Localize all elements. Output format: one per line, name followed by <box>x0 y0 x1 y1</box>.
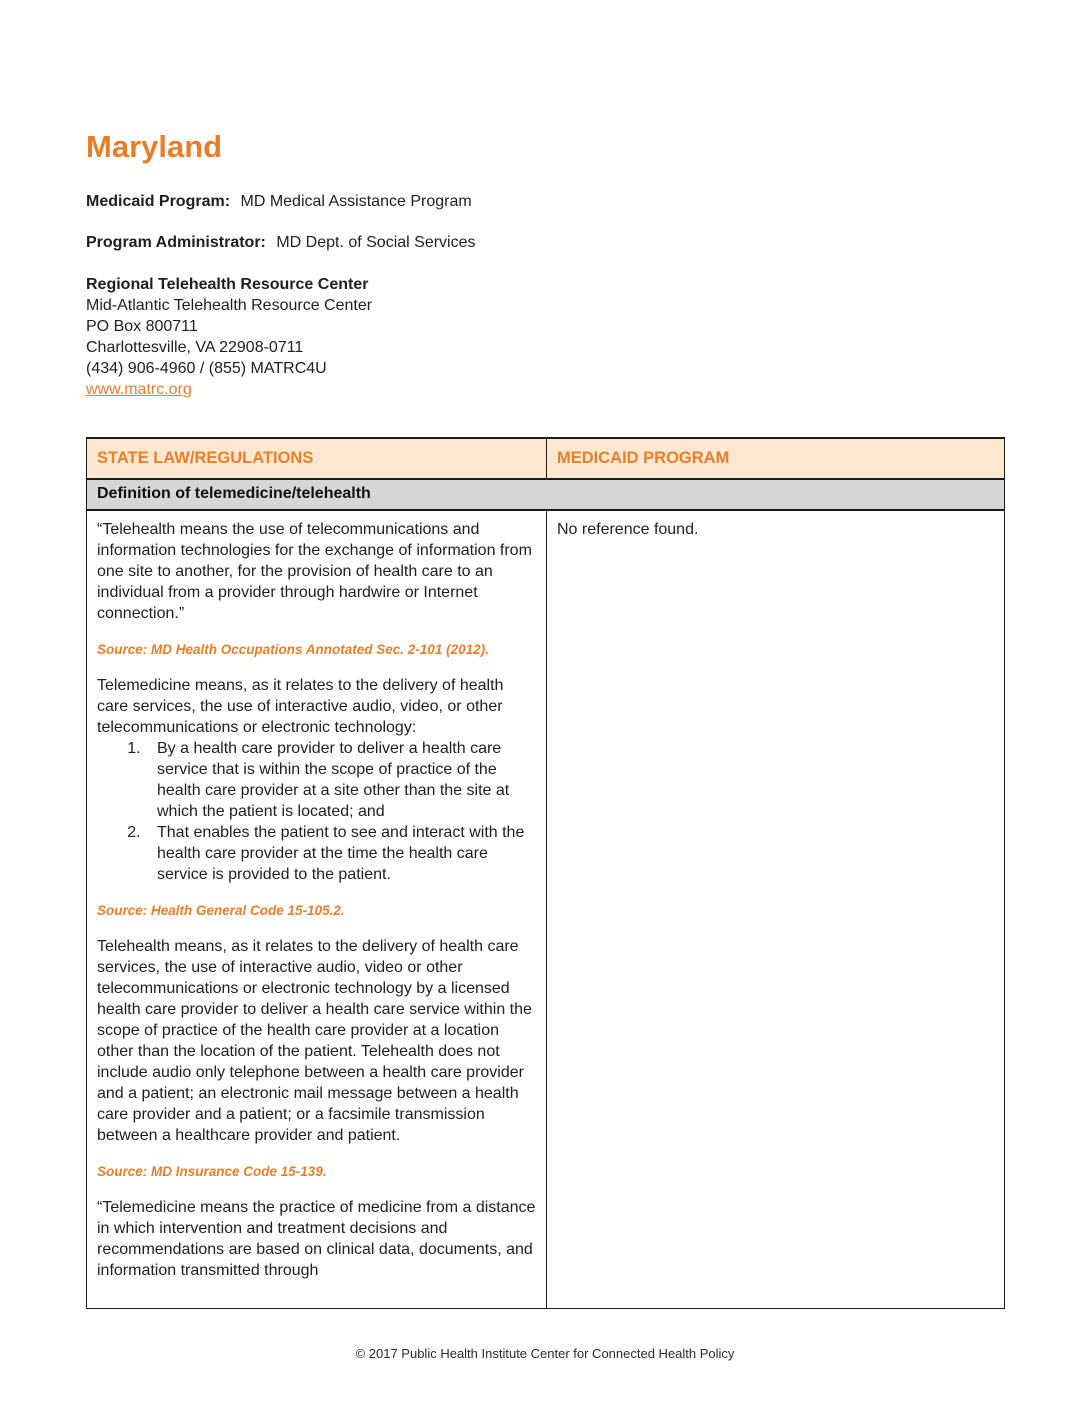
page-footer-copyright: © 2017 Public Health Institute Center for Connected Health Policy <box>355 1345 735 1361</box>
program-administrator-line <box>86 233 1004 253</box>
source-citation-2: Source: Health General Code 15-105.2. <box>97 903 345 918</box>
resource-center-name: Mid-Atlantic Telehealth Resource Center <box>86 297 373 314</box>
list-item: 1. By a health care provider to deliver a health care service that is within the scope of practice of the health care provider at a site other than the site at which the patient is located; and <box>145 738 536 822</box>
source-citation-3: Source: MD Insurance Code 15-139. <box>97 1164 327 1179</box>
resource-center-heading: Regional Telehealth Resource Center <box>86 276 369 293</box>
resource-center-block <box>86 274 1004 400</box>
telemedicine-practice-paragraph: “Telemedicine means the practice of medicine from a distance in which intervention and treatment decisions and recommendations are based on clinical data, documents, and information transmitted through <box>97 1199 536 1279</box>
telemedicine-definition-intro: Telemedicine means, as it relates to the delivery of health care services, the use of interactive audio, video, or other telecommunications or electronic technology: <box>97 677 504 736</box>
page-title: Maryland <box>86 129 223 164</box>
medicaid-program-cell <box>547 510 1005 1308</box>
section-header-definition: Definition of telemedicine/telehealth <box>87 479 1005 510</box>
no-reference-text: No reference found. <box>557 521 699 538</box>
section-header-row <box>87 479 1005 510</box>
medicaid-program-cell-content <box>557 519 994 540</box>
state-law-cell-content <box>97 519 536 1281</box>
telehealth-insurance-paragraph: Telehealth means, as it relates to the delivery of health care services, the use of interactive audio, video or other telecommunications or electronic technology by a licensed health care provider to deliver a health care service within the scope of practice of the health care provider at a location other than the location of the patient. Telehealth does not include audio only telephone between a health care provider and a patient; an electronic mail message between a health care provider and a patient; or a facsimile transmission between a healthcare provider and patient. <box>97 938 532 1144</box>
state-law-cell <box>87 510 547 1308</box>
state-law-column-header: STATE LAW/REGULATIONS <box>87 438 547 479</box>
medicaid-program-value: MD Medical Assistance Program <box>240 193 472 210</box>
program-administrator-value: MD Dept. of Social Services <box>276 234 476 251</box>
state-law-table <box>86 437 1005 1309</box>
source-citation-1: Source: MD Health Occupations Annotated Sec. 2-101 (2012). <box>97 642 489 657</box>
table-header-row <box>87 438 1005 479</box>
medicaid-program-column-header: MEDICAID PROGRAM <box>547 438 1005 479</box>
telehealth-definition-paragraph: “Telehealth means the use of telecommunications and information technologies for the exchange of information from one site to another, for the provision of health care to an individual from a provider through hardwire or Internet connection.” <box>97 521 532 622</box>
resource-center-pobox: PO Box 800711 <box>86 318 198 335</box>
list-item: 2. That enables the patient to see and interact with the health care provider at the time the health care service is provided to the patient. <box>145 822 536 885</box>
resource-center-city: Charlottesville, VA 22908-0711 <box>86 339 304 356</box>
resource-center-website-link[interactable]: www.matrc.org <box>86 381 192 398</box>
telemedicine-definition-list <box>97 738 536 885</box>
table-body-row <box>87 510 1005 1308</box>
resource-center-phone: (434) 906-4960 / (855) MATRC4U <box>86 360 327 377</box>
medicaid-program-line <box>86 192 1004 212</box>
program-administrator-label: Program Administrator: <box>86 234 266 251</box>
medicaid-program-label: Medicaid Program: <box>86 193 231 210</box>
